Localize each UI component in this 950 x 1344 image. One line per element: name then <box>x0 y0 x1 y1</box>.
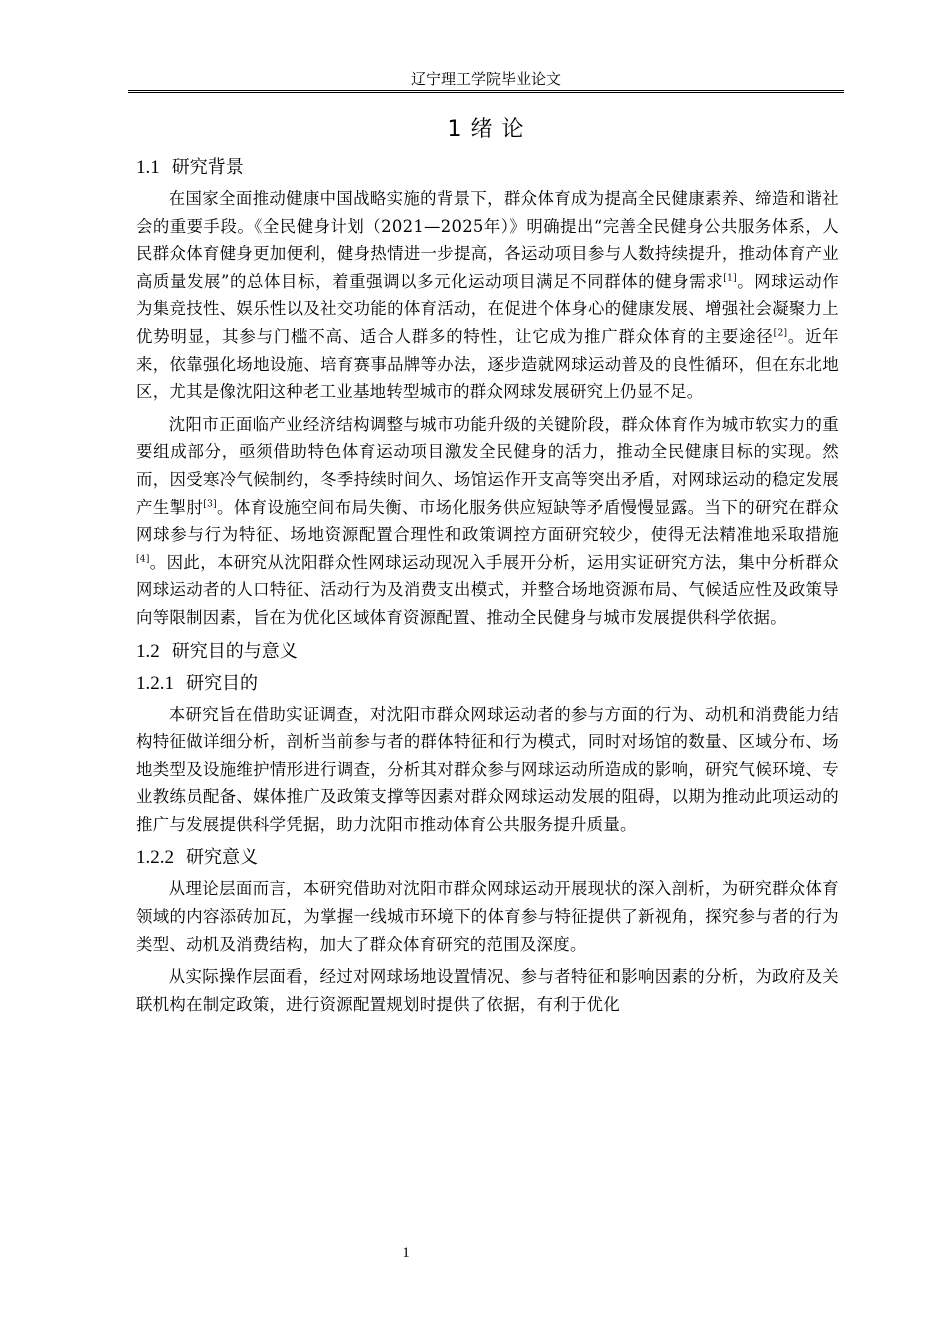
header-rule-double <box>128 92 844 93</box>
citation-ref[interactable]: [1] <box>723 273 737 284</box>
citation-ref[interactable]: [2] <box>773 328 788 339</box>
text-run: 。近年来，依靠强化场地设施、培育赛事品牌等办法，逐步造就网球运动普及的良性循环，但在东北地区，尤其是像沈阳这种老工业基地转型城市的群众网球发展研究上仍显不足。 <box>136 326 839 402</box>
section-number: 1.2 <box>136 640 160 662</box>
section-title: 研究意义 <box>186 847 258 869</box>
text-run: 。因此，本研究从沈阳群众性网球运动现况入手展开分析，运用实证研究方法，集中分析群众网球运动者的人口特征、活动行为及消费支出模式，并整合场地资源布局、气候适应性及政策导向等限制因素，旨在为优化区域体育资源配置、推动全民健身与城市发展提供科学依据。 <box>136 552 839 627</box>
section-number: 1.2.1 <box>136 672 174 694</box>
text-run: 。体育设施空间布局失衡、市场化服务供应短缺等矛盾慢慢显露。当下的研究在群众网球参与行为特征、场地资源配置合理性和政策调控方面研究较少，使得无法精准地采取措施 <box>136 497 839 545</box>
paragraph-significance-theory: 从理论层面而言，本研究借助对沈阳市群众网球运动开展现状的深入剖析，为研究群众体育领域的内容添砖加瓦，为掌握一线城市环境下的体育参与特征提供了新视角，探究参与者的行为类型、动机及消费结构，加大了群众体育研究的范围及深度。 <box>136 879 839 954</box>
section-heading-1-2-2 <box>136 843 839 873</box>
header-rule <box>128 90 844 91</box>
running-header: 辽宁理工学院毕业论文 <box>410 70 561 88</box>
paragraph-purpose: 本研究旨在借助实证调查，对沈阳市群众网球运动者的参与方面的行为、动机和消费能力结构特征做详细分析，剖析当前参与者的群体特征和行为模式，同时对场馆的数量、区域分布、场地类型及设施维护情形进行调查，分析其对群众参与网球运动所造成的影响，研究气候环境、专业教练员配备、媒体推广及政策支撑等因素对群众网球运动发展的阻碍，以期为推动此项运动的推广与发展提供科学凭据，助力沈阳市推动体育公共服务提升质量。 <box>136 704 839 834</box>
paragraph-significance-practice: 从实际操作层面看，经过对网球场地设置情况、参与者特征和影响因素的分析，为政府及关联机构在制定政策，进行资源配置规划时提供了依据，有利于优化 <box>136 967 839 1014</box>
paragraph-background-2 <box>136 411 839 632</box>
text-run: 在国家全面推动健康中国战略实施的背景下，群众体育成为提高全民健康素养、缔造和谐社会的重要手段。《全民健身计划（2021—2025年）》明确提出“完善全民健身公共服务体系，人民群众体育健身更加便利，健身热情进一步提高，各运动项目参与人数持续提升，推动体育产业高质量发展”的总体目标，着重强调以多元化运动项目满足不同群体的健身需求 <box>136 189 839 291</box>
section-heading-1-2 <box>136 637 839 667</box>
section-title: 研究目的与意义 <box>171 640 298 662</box>
paragraph-background-1 <box>136 185 839 406</box>
section-number: 1.2.2 <box>136 847 174 869</box>
section-number: 1.1 <box>136 157 160 178</box>
text-run: 。网球运动作为集竞技性、娱乐性以及社交功能的体育活动，在促进个体身心的健康发展、增强社会凝聚力上优势明显，其参与门槛不高、适合人群多的特性，让它成为推广群众体育的主要途径 <box>136 271 839 346</box>
section-title: 研究目的 <box>186 672 258 694</box>
citation-ref[interactable]: [4] <box>136 554 150 565</box>
text-run: 沈阳市正面临产业经济结构调整与城市功能升级的关键阶段，群众体育作为城市软实力的重要组成部分，亟须借助特色体育运动项目激发全民健身的活力，推动全民健康目标的实现。然而，因受寒冷气候制约，冬季持续时间久、场馆运作开支高等突出矛盾，对网球运动的稳定发展产生掣肘 <box>136 414 839 517</box>
body-content <box>136 151 839 1023</box>
section-heading-1-2-1 <box>136 669 839 699</box>
section-heading-1-1 <box>136 153 839 183</box>
citation-ref[interactable]: [3] <box>203 499 217 510</box>
chapter-title: 1 绪 论 <box>447 117 525 142</box>
section-title: 研究背景 <box>171 157 244 178</box>
page-number: 1 <box>402 1245 410 1261</box>
